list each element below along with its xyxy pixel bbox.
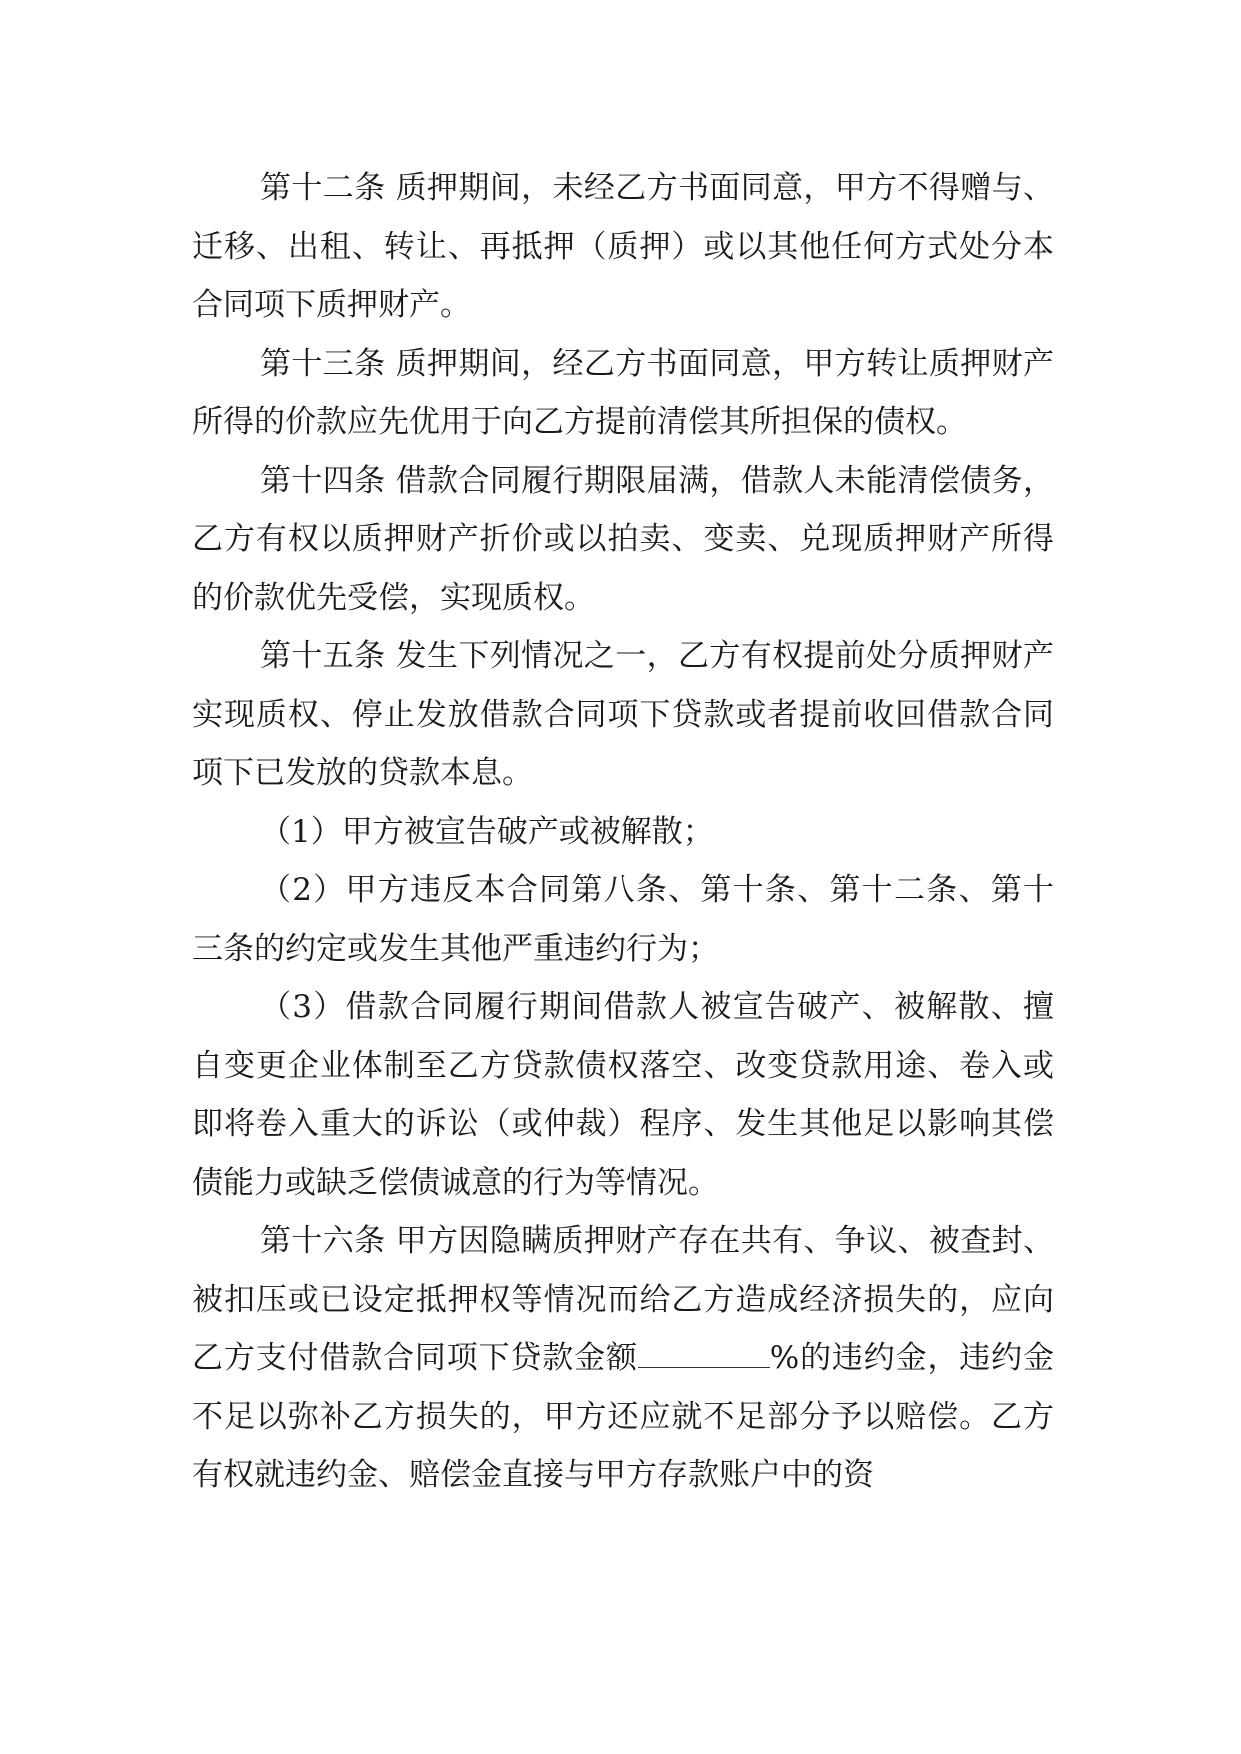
article-16-text-after-blank: %的违约金，违约金不足以弥补乙方损失的，甲方还应就不足部分予以赔偿。乙方有权就违约金、赔偿金直接与甲方存款账户中的资 [192,1340,1054,1493]
article-16-paragraph [192,1212,1054,1505]
article-15-paragraph: 第十五条 发生下列情况之一，乙方有权提前处分质押财产实现质权、停止发放借款合同项下贷款或者提前收回借款合同项下已发放的贷款本息。 [192,638,1054,791]
article-13-paragraph: 第十三条 质押期间，经乙方书面同意，甲方转让质押财产所得的价款应先优用于向乙方提前清偿其所担保的债权。 [192,345,1054,440]
penalty-percentage-blank [638,1339,770,1368]
article-15-item-3: （3）借款合同履行期间借款人被宣告破产、被解散、擅自变更企业体制至乙方贷款债权落空、改变贷款用途、卷入或即将卷入重大的诉讼（或仲裁）程序、发生其他足以影响其偿债能力或缺乏偿债诚意的行为等情况。 [192,989,1054,1201]
article-14-paragraph: 第十四条 借款合同履行期限届满，借款人未能清偿债务，乙方有权以质押财产折价或以拍卖、变卖、兑现质押财产所得的价款优先受偿，实现质权。 [192,462,1054,616]
article-12-paragraph: 第十二条 质押期间，未经乙方书面同意，甲方不得赠与、迁移、出租、转让、再抵押（质押）或以其他任何方式处分本合同项下质押财产。 [192,170,1054,323]
document-body [192,159,1054,1505]
article-15-item-1: （1）甲方被宣告破产或被解散； [260,813,714,850]
article-16-text-before-blank: 第十六条 甲方因隐瞒质押财产存在共有、争议、被查封、被扣压或已设定抵押权等情况而给乙方造成经济损失的，应向乙方支付借款合同项下贷款金额 [192,1223,1054,1376]
article-15-item-2: （2）甲方违反本合同第八条、第十条、第十二条、第十三条的约定或发生其他严重违约行为； [192,872,1054,967]
